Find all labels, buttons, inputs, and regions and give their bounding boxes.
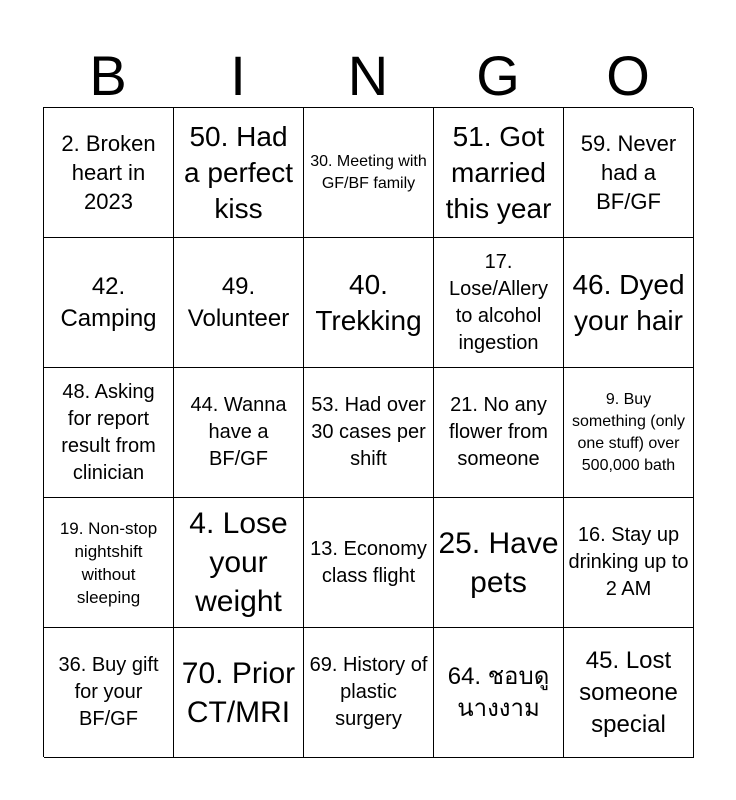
bingo-cell[interactable]	[564, 108, 694, 238]
bingo-cell[interactable]	[564, 498, 694, 628]
bingo-cell[interactable]	[174, 628, 304, 758]
bingo-header	[43, 45, 693, 107]
bingo-cell[interactable]	[564, 628, 694, 758]
cell-text: 70. Prior CT/MRI	[181, 656, 296, 729]
bingo-cell[interactable]	[44, 238, 174, 368]
cell-text: 64. ชอบดูนางงาม	[447, 662, 550, 722]
cell-text: 44. Wanna have a BF/GF	[190, 394, 287, 470]
bingo-cell[interactable]	[44, 498, 174, 628]
bingo-cell[interactable]	[174, 368, 304, 498]
header-letter-b: B	[89, 44, 127, 107]
header-letter-g: G	[476, 44, 520, 107]
cell-text: 48. Asking for report result from clinician	[61, 380, 156, 484]
cell-text: 13. Economy class flight	[310, 537, 427, 587]
cell-text: 4. Lose your weight	[189, 507, 288, 618]
cell-text: 25. Have pets	[438, 526, 559, 599]
cell-text: 53. Had over 30 cases per shift	[311, 394, 426, 470]
bingo-cell[interactable]	[304, 108, 434, 238]
cell-text: 17. Lose/Allery to alcohol ingestion	[449, 250, 548, 354]
bingo-cell[interactable]	[44, 368, 174, 498]
bingo-cell[interactable]	[304, 628, 434, 758]
bingo-cell[interactable]	[174, 238, 304, 368]
bingo-board	[43, 107, 693, 757]
bingo-cell[interactable]	[434, 498, 564, 628]
bingo-cell[interactable]	[44, 108, 174, 238]
bingo-cell[interactable]	[434, 108, 564, 238]
cell-text: 40. Trekking	[315, 268, 422, 336]
cell-text: 9. Buy something (only one stuff) over 500,000 bath	[572, 390, 685, 474]
cell-text: 51. Got married this year	[445, 120, 552, 224]
cell-text: 42. Camping	[60, 272, 157, 332]
bingo-cell[interactable]	[434, 368, 564, 498]
cell-text: 45. Lost someone special	[579, 646, 678, 738]
cell-text: 50. Had a perfect kiss	[184, 120, 293, 224]
cell-text: 59. Never had a BF/GF	[580, 131, 677, 214]
bingo-cell[interactable]	[304, 238, 434, 368]
cell-text: 46. Dyed your hair	[572, 268, 685, 336]
header-letter-i: I	[230, 44, 246, 107]
bingo-cell[interactable]	[174, 498, 304, 628]
header-letter-o: O	[606, 44, 650, 107]
bingo-cell[interactable]	[434, 238, 564, 368]
bingo-cell[interactable]	[564, 238, 694, 368]
cell-text: 69. History of plastic surgery	[309, 654, 428, 730]
bingo-cell[interactable]	[44, 628, 174, 758]
cell-text: 2. Broken heart in 2023	[61, 131, 156, 214]
cell-text: 19. Non-stop nightshift without sleeping	[59, 518, 158, 607]
bingo-cell[interactable]	[304, 498, 434, 628]
bingo-cell[interactable]	[564, 368, 694, 498]
cell-text: 21. No any flower from someone	[449, 394, 548, 470]
cell-text: 16. Stay up drinking up to 2 AM	[568, 524, 689, 600]
bingo-cell[interactable]	[304, 368, 434, 498]
bingo-cell[interactable]	[174, 108, 304, 238]
cell-text: 30. Meeting with GF/BF family	[310, 152, 427, 192]
header-letter-n: N	[347, 44, 389, 107]
cell-text: 49. Volunteer	[187, 272, 290, 332]
bingo-cell[interactable]	[434, 628, 564, 758]
cell-text: 36. Buy gift for your BF/GF	[58, 654, 159, 730]
